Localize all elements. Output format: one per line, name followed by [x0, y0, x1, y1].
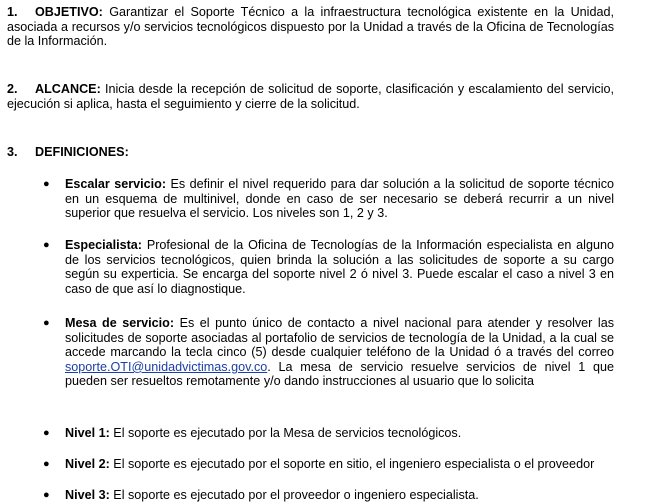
definition-nivel-2 — [65, 457, 614, 472]
section-number: 1. — [7, 5, 18, 19]
section-alcance — [7, 82, 614, 111]
definition-especialista — [65, 238, 614, 296]
definition-text: El soporte es ejecutado por el soporte en sitio, el ingeniero especialista o el proveedor — [109, 457, 595, 471]
definition-term: Escalar servicio: — [65, 177, 167, 191]
definition-term: Nivel 2: — [65, 457, 110, 471]
definition-term: Mesa de servicio: — [65, 316, 175, 330]
definition-text: El soporte es ejecutado por la Mesa de servicios tecnológicos. — [109, 426, 462, 440]
bullet-icon: ● — [43, 239, 50, 251]
section-heading: ALCANCE: — [35, 82, 101, 96]
section-number: 2. — [7, 82, 18, 96]
definition-nivel-1 — [65, 426, 614, 441]
definition-mesa-de-servicio — [65, 316, 614, 389]
section-text: Inicia desde la recepción de solicitud de soporte, clasificación y escalamiento del servicio, ejecución si aplica, hasta el seguimiento y cierre de la solicitud. — [7, 82, 614, 111]
definition-text: El soporte es ejecutado por el proveedor o ingeniero especialista. — [109, 488, 479, 502]
definition-text: . La mesa de servicio resuelve servicios de nivel 1 que pueden ser resueltos remotamente y/o dando instrucciones al usuario que lo solicita — [65, 359, 614, 389]
definition-text: Es definir el nivel requerido para dar solución a la solicitud de soporte técnico en un esquema de multinivel, donde en caso de ser necesario se deberá recurrir a un nivel superior que resuelva el servicio. Los niveles son 1, 2 y 3. — [65, 177, 614, 221]
email-link[interactable]: soporte.OTI@unidadvictimas.gov.co — [65, 359, 268, 374]
bullet-icon: ● — [43, 458, 50, 470]
section-objetivo — [7, 5, 614, 49]
bullet-icon: ● — [43, 489, 50, 501]
section-heading: DEFINICIONES: — [35, 145, 129, 159]
definition-text: Es el punto único de contacto a nivel nacional para atender y resolver las solicitudes de soporte asociadas al portafolio de servicios de tecnología de la Unidad, a la cual se accede marcando la tecla cinco (5) desde cualquier teléfono de la Unidad ó a través del correo — [65, 316, 614, 360]
bullet-icon: ● — [43, 317, 50, 329]
bullet-icon: ● — [43, 178, 50, 190]
section-number: 3. — [7, 145, 18, 159]
section-text: Garantizar el Soporte Técnico a la infraestructura tecnológica existente en la Unidad, asociada a recursos y/o servicios tecnológicos dispuesto por la Unidad a través de la Oficina de Tecnologías de la Información. — [7, 5, 614, 49]
section-definiciones — [7, 145, 614, 160]
definition-text: Profesional de la Oficina de Tecnologías de la Información especialista en alguno de los servicios tecnológicos, quien brinda la solución a las solicitudes de soporte a su cargo según su experticia. Se encarga del soporte nivel 2 ó nivel 3. Puede escalar el caso a nivel 3 en caso de que así lo diagnostique. — [65, 238, 614, 296]
definition-escalar-servicio — [65, 177, 614, 221]
bullet-icon: ● — [43, 427, 50, 439]
definition-term: Nivel 1: — [65, 426, 110, 440]
definition-term: Especialista: — [65, 238, 143, 252]
section-heading: OBJETIVO: — [35, 5, 103, 19]
definition-term: Nivel 3: — [65, 488, 110, 502]
definition-nivel-3 — [65, 488, 614, 503]
